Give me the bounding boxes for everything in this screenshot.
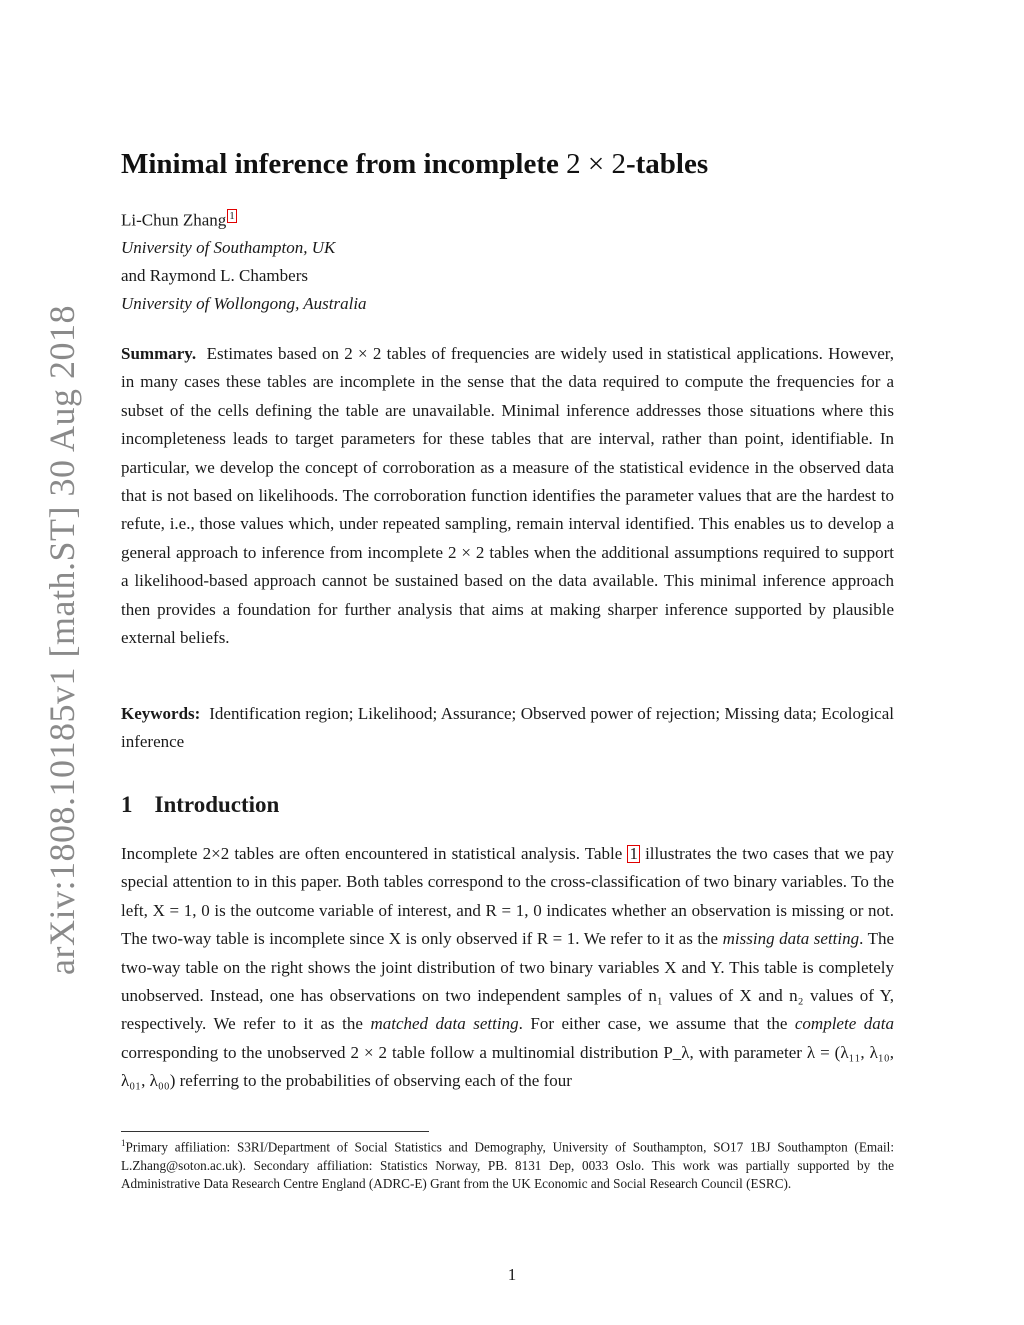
- section-title: Introduction: [154, 792, 280, 817]
- intro-text-5: corresponding to the unobserved 2 × 2 table follow a multinomial distribution P_λ, with parameter λ = (λ₁₁, λ₁₀, λ₀₁, λ₀₀) referring to the probabilities of observing each of the four: [121, 1042, 894, 1091]
- keywords-text: Identification region; Likelihood; Assurance; Observed power of rejection; Missing data; Ecological inference: [121, 704, 894, 752]
- footnote-divider: [121, 1131, 429, 1132]
- keywords-paragraph: [121, 700, 894, 757]
- intro-text-1: Incomplete 2×2 tables are often encountered in statistical analysis. Table: [121, 844, 628, 863]
- complete-data-term: complete data: [794, 1014, 894, 1034]
- footnote-link[interactable]: 1: [229, 210, 235, 222]
- summary-label: Summary.: [121, 344, 197, 363]
- title-math: 2 × 2: [566, 148, 626, 180]
- intro-text-2: illustrates the two cases that we pay special attention to in this paper. Both tables correspond to the cross-classification of two binary variables. To the left, X = 1, 0 is the outcome variable of interest, and R = 1, 0 indicates whether an observation is missing or not. The two-way table is incomplete since X is only observed if R = 1. We refer to it as the: [121, 844, 894, 949]
- section-number: 1: [121, 792, 133, 817]
- affiliation-2: University of Wollongong, Australia: [121, 294, 367, 313]
- keywords-label: Keywords:: [121, 704, 201, 723]
- author-2: and Raymond L. Chambers: [121, 266, 308, 285]
- matched-data-setting-term: matched data setting: [370, 1014, 519, 1034]
- author-1-name: Li-Chun Zhang: [121, 210, 227, 230]
- arxiv-identifier: arXiv:1808.10185v1 [math.ST] 30 Aug 2018: [42, 305, 82, 975]
- affiliation-1: University of Southampton, UK: [121, 238, 336, 257]
- paper-title: [121, 148, 708, 181]
- table-reference-link[interactable]: 1: [629, 844, 638, 863]
- section-heading: [121, 792, 279, 818]
- footnote-mark: 1: [121, 1138, 126, 1148]
- intro-text-4: . For either case, we assume that the: [518, 1014, 795, 1034]
- intro-paragraph: [121, 840, 894, 1096]
- summary-paragraph: [121, 340, 894, 652]
- summary-text: Estimates based on 2 × 2 tables of frequencies are widely used in statistical applications. However, in many cases these tables are incomplete in the sense that the data required to compute the frequencies for a subset of the cells defining the table are unavailable. Minimal inference addresses those situations where this incompleteness leads to target parameters for these tables that are interval, rather than point, identifiable. In particular, we develop the concept of corroboration as a measure of the statistical evidence in the observed data that is not based on likelihoods. The corroboration function identifies the parameter values that are the hardest to refute, i.e., those values which, under repeated sampling, remain interval identified. This enables us to develop a general approach to inference from incomplete 2 × 2 tables when the additional assumptions required to support a likelihood-based approach cannot be sustained based on the data available. This minimal inference approach then provides a foundation for further analysis that aims at making sharper inference supported by plausible external beliefs.: [121, 344, 894, 648]
- missing-data-setting-term: missing data setting: [722, 929, 860, 949]
- title-prefix: Minimal inference from incomplete: [121, 148, 567, 180]
- page-number: 1: [507, 1265, 517, 1284]
- footnote-text: Primary affiliation: S3RI/Department of Social Statistics and Demography, University of Southampton, SO17 1BJ Southampton (Email: L.Zhang@soton.ac.uk). Secondary affiliation: Statistics Norway, PB. 8131 Dep, 0033 Oslo. This work was partially supported by the Administrative Data Research Centre England (ADRC-E) Grant from the UK Economic and Social Research Council (ESRC).: [121, 1139, 894, 1191]
- title-suffix: -tables: [625, 148, 709, 180]
- author-1: [121, 209, 237, 231]
- footnote: [121, 1134, 894, 1193]
- intro-text-3: . The two-way table on the right shows the joint distribution of two binary variables X and Y. This table is completely unobserved. Instead, one has observations on two independent samples of n₁ values of X and n₂ values of Y, respectively. We refer to it as the: [121, 929, 894, 1034]
